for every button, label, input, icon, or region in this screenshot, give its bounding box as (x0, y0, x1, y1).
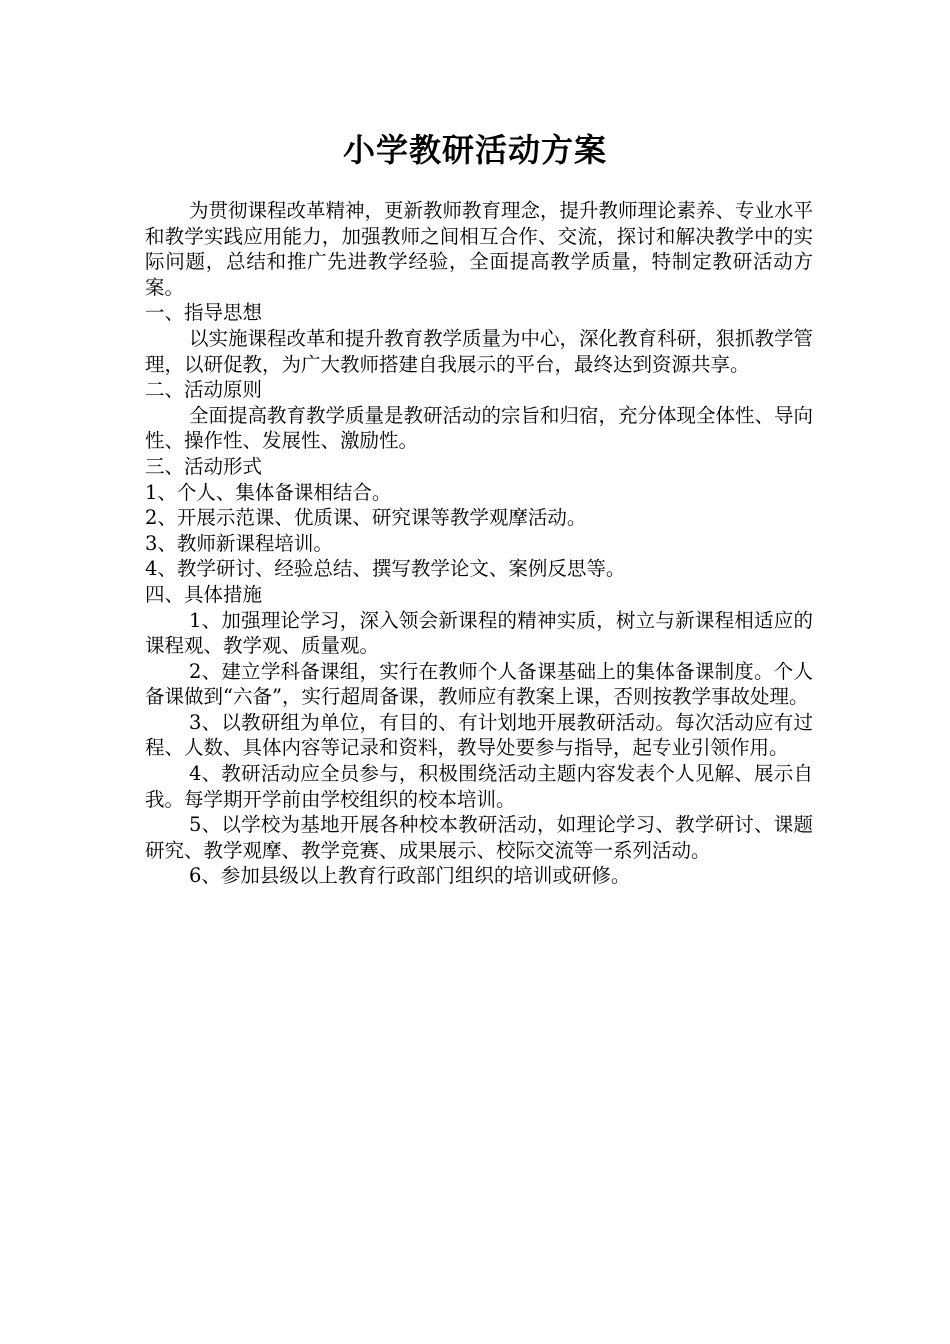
measure-item: 5、以学校为基地开展各种校本教研活动，如理论学习、教学研讨、课题研究、教学观摩、教学竞赛、成果展示、校际交流等一系列活动。 (145, 813, 813, 862)
document-title: 小学教研活动方案 (342, 131, 607, 169)
activity-form-item: 4、教学研讨、经验总结、撰写教学论文、案例反思等。 (145, 557, 626, 581)
section-body-activity-principles: 全面提高教育教学质量是教研活动的宗旨和归宿，充分体现全体性、导向性、操作性、发展性、激励性。 (145, 403, 814, 453)
measure-item: 1、加强理论学习，深入领会新课程的精神实质，树立与新课程相适应的课程观、教学观、质量观。 (145, 608, 813, 658)
measure-item: 3、以教研组为单位，有目的、有计划地开展教研活动。每次活动应有过程、人数、具体内容等记录和资料，教导处要参与指导，起专业引领作用。 (145, 710, 813, 760)
intro-paragraph: 为贯彻课程改革精神，更新教师教育理念，提升教师理论素养、专业水平和教学实践应用能力，加强教师之间相互合作、交流，探讨和解决教学中的实际问题，总结和推广先进教学经验，全面提高教学质量，特制定教研活动方案。 (145, 199, 814, 299)
section-heading-activity-forms: 三、活动形式 (145, 454, 263, 478)
section-body-guiding-ideas: 以实施课程改革和提升教育教学质量为中心，深化教育科研，狠抓教学管理，以研促教，为广大教师搭建自我展示的平台，最终达到资源共享。 (145, 326, 814, 376)
activity-form-item: 1、个人、集体备课相结合。 (145, 480, 392, 504)
measure-item: 6、参加县级以上教育行政部门组织的培训或研修。 (189, 864, 631, 888)
activity-form-item: 2、开展示范课、优质课、研究课等教学观摩活动。 (145, 506, 587, 530)
document-body (145, 198, 813, 889)
measure-item: 4、教研活动应全员参与，积极围绕活动主题内容发表个人见解、展示自我。每学期开学前由学校组织的校本培训。 (145, 762, 813, 811)
activity-form-item: 3、教师新课程培训。 (145, 531, 333, 555)
section-heading-guiding-ideas: 一、指导思想 (145, 301, 263, 325)
measure-item: 2、建立学科备课组，实行在教师个人备课基础上的集体备课制度。个人备课做到“六备”，实行超周备课，教师应有教案上课，否则按教学事故处理。 (145, 659, 813, 709)
section-heading-activity-principles: 二、活动原则 (145, 378, 263, 402)
section-heading-specific-measures: 四、具体措施 (145, 582, 263, 606)
